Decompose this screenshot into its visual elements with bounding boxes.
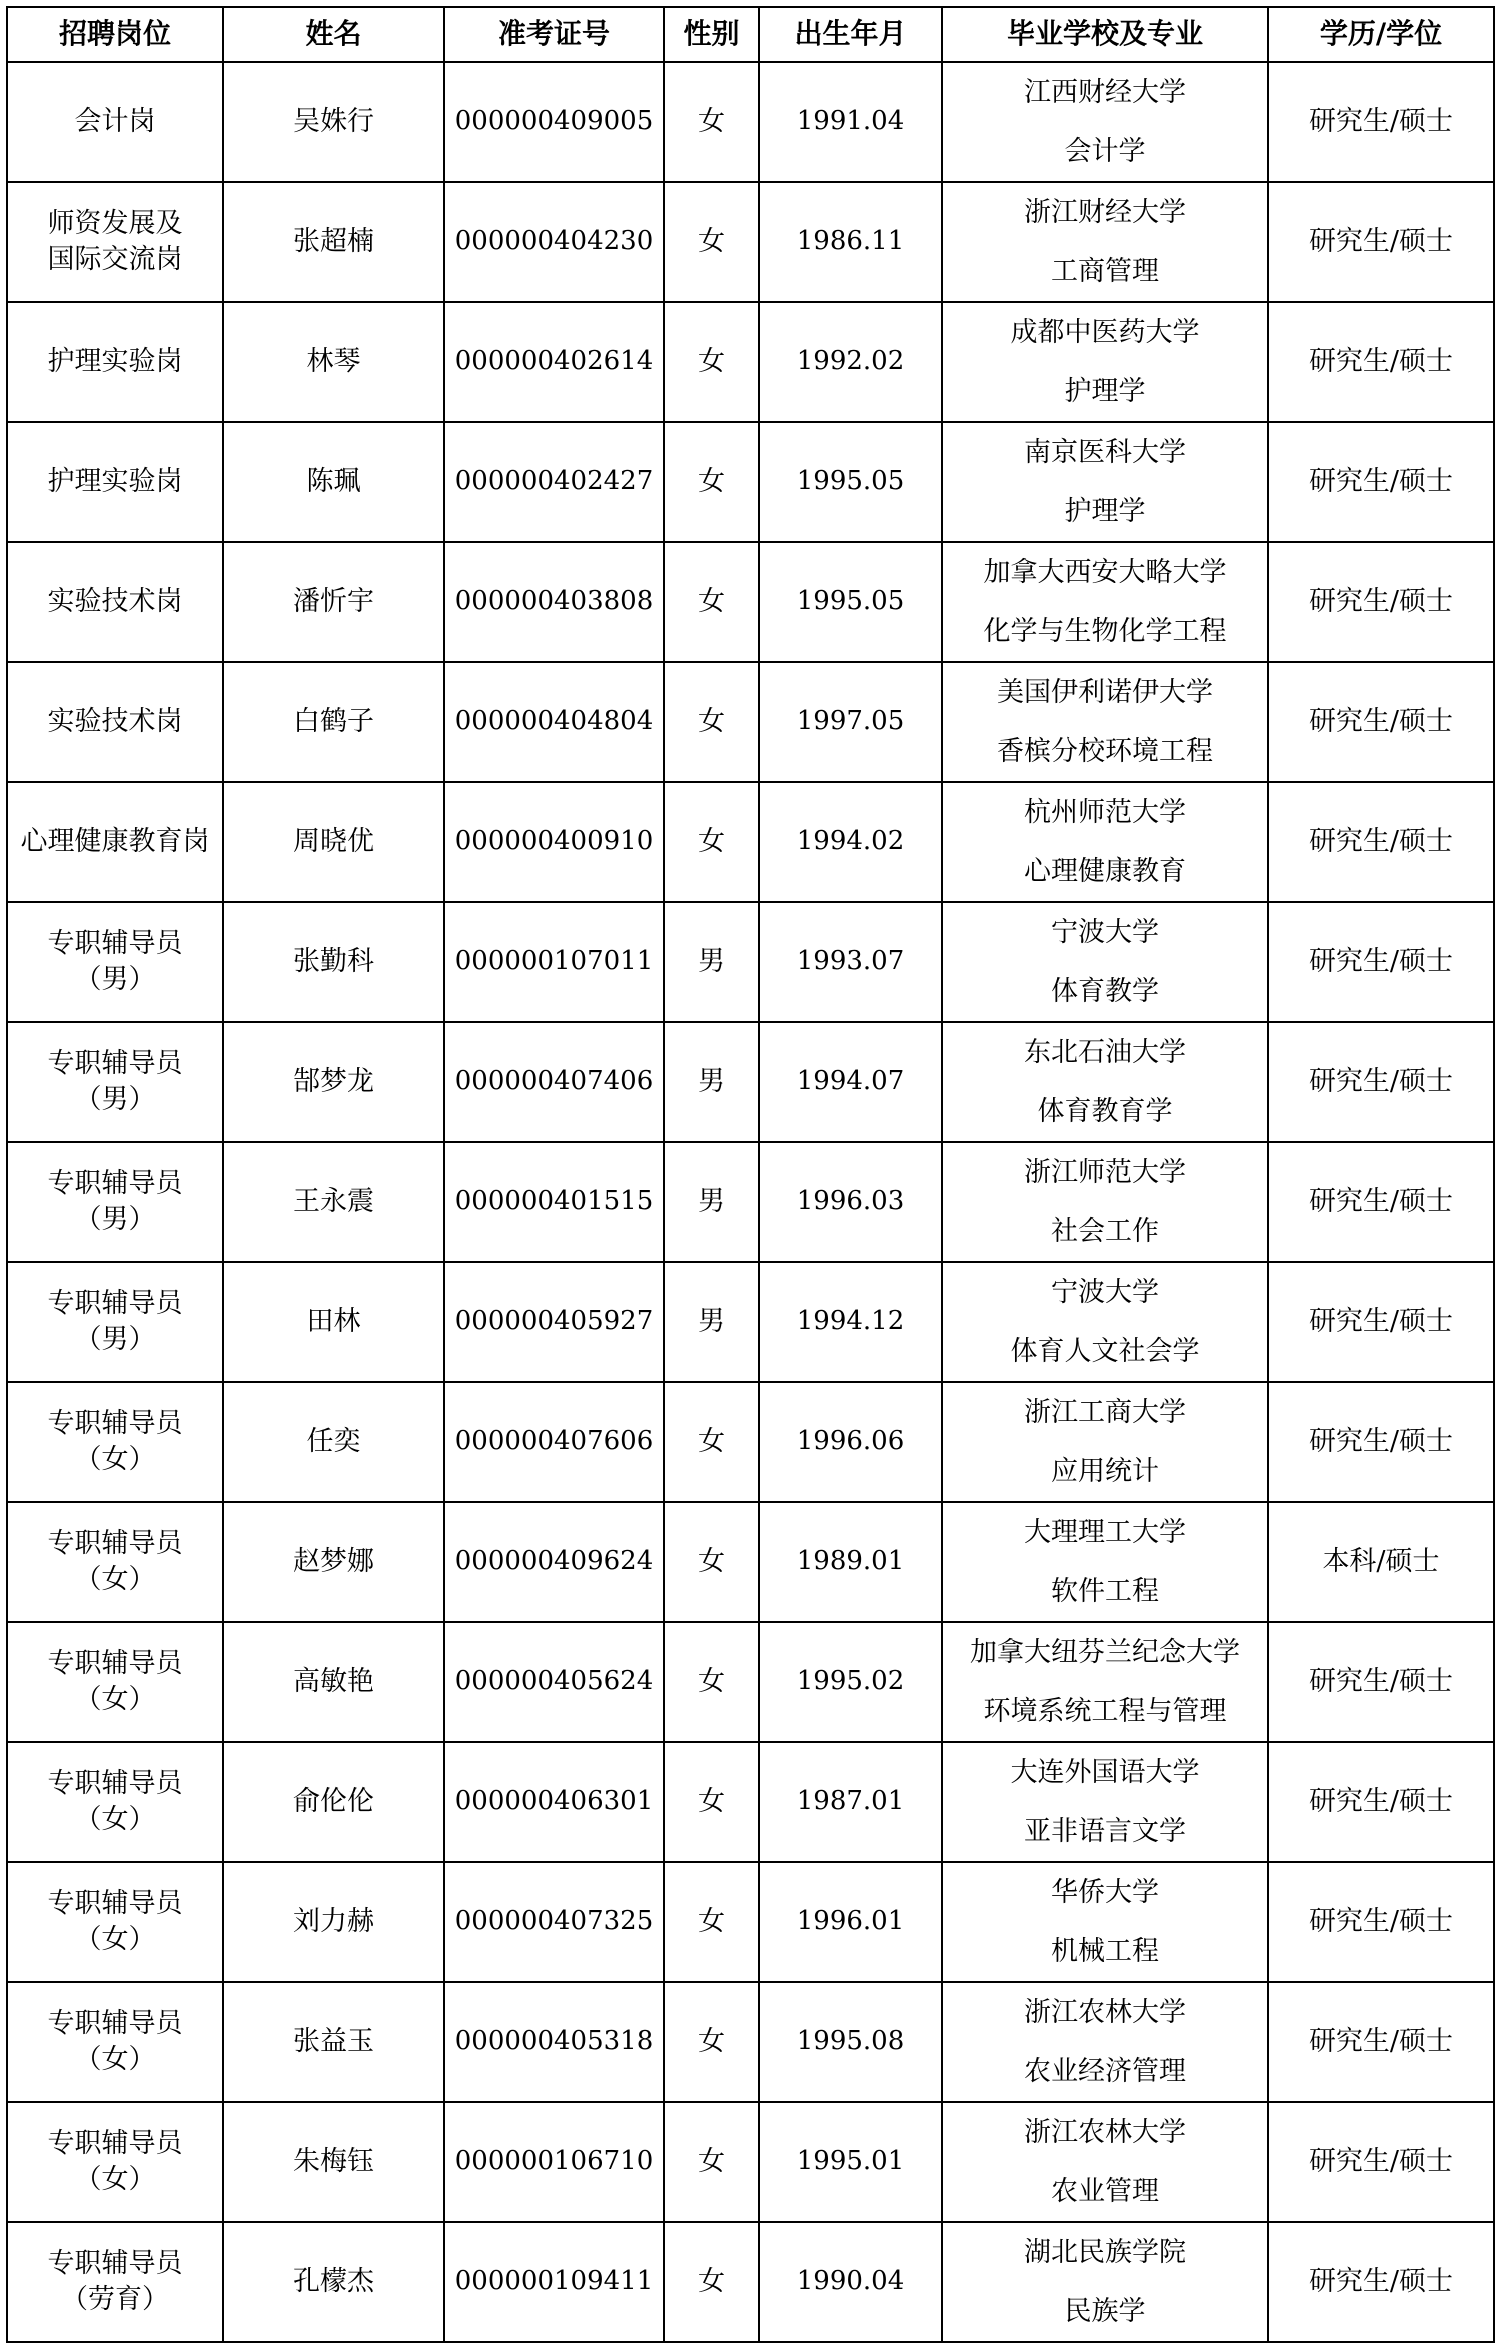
cell-post [7,2102,223,2222]
cell-degree: 研究生/硕士 [1268,1862,1494,1982]
cell-degree: 研究生/硕士 [1268,1382,1494,1502]
cell-birth: 1995.01 [759,2102,942,2222]
school-name: 宁波大学 [1051,1277,1159,1308]
post-line: （女） [74,2164,156,2195]
cell-school [942,2222,1268,2342]
cell-name: 王永震 [223,1142,444,1262]
cell-exam-id: 000000407606 [444,1382,664,1502]
cell-name: 吴姝行 [223,62,444,182]
cell-school [942,422,1268,542]
cell-degree: 研究生/硕士 [1268,62,1494,182]
school-name: 浙江工商大学 [1024,1397,1186,1428]
table-row [7,1862,1494,1982]
post-line: 专职辅导员 [47,2128,183,2159]
cell-school [942,1982,1268,2102]
school-name: 浙江师范大学 [1024,1157,1186,1188]
cell-post [7,1382,223,1502]
cell-school [942,1382,1268,1502]
cell-birth: 1989.01 [759,1502,942,1622]
cell-gender: 女 [664,422,759,542]
cell-exam-id: 000000409005 [444,62,664,182]
school-name: 加拿大西安大略大学 [983,557,1227,588]
post-line: 专职辅导员 [47,1528,183,1559]
cell-degree: 研究生/硕士 [1268,1262,1494,1382]
post-line: 专职辅导员 [47,928,183,959]
cell-birth: 1987.01 [759,1742,942,1862]
cell-exam-id: 000000109411 [444,2222,664,2342]
major-name: 环境系统工程与管理 [983,1696,1227,1727]
cell-gender: 女 [664,2102,759,2222]
post-line: 实验技术岗 [47,706,183,737]
cell-gender: 男 [664,1142,759,1262]
cell-exam-id: 000000106710 [444,2102,664,2222]
cell-birth: 1995.05 [759,542,942,662]
cell-post [7,2222,223,2342]
cell-exam-id: 000000404804 [444,662,664,782]
table-row [7,1622,1494,1742]
major-name: 香槟分校环境工程 [997,736,1213,767]
cell-post [7,902,223,1022]
post-line: 专职辅导员 [47,1648,183,1679]
cell-exam-id: 000000409624 [444,1502,664,1622]
cell-post [7,1862,223,1982]
post-line: 专职辅导员 [47,2248,183,2279]
table-row [7,1262,1494,1382]
cell-post [7,542,223,662]
cell-post [7,1142,223,1262]
school-name: 华侨大学 [1051,1877,1159,1908]
cell-degree: 研究生/硕士 [1268,1742,1494,1862]
school-name: 江西财经大学 [1024,77,1186,108]
post-line: （女） [74,1924,156,1955]
post-line: 专职辅导员 [47,1048,183,1079]
cell-school [942,1142,1268,1262]
school-name: 成都中医药大学 [1010,317,1200,348]
cell-birth: 1995.02 [759,1622,942,1742]
cell-name: 周晓优 [223,782,444,902]
cell-school [942,1022,1268,1142]
cell-birth: 1996.01 [759,1862,942,1982]
cell-degree: 研究生/硕士 [1268,1142,1494,1262]
school-name: 大理理工大学 [1024,1517,1186,1548]
major-name: 化学与生物化学工程 [983,616,1227,647]
cell-exam-id: 000000405927 [444,1262,664,1382]
table-row [7,1382,1494,1502]
header-row [7,7,1494,62]
table-row [7,662,1494,782]
post-line: （女） [74,1684,156,1715]
cell-birth: 1992.02 [759,302,942,422]
cell-degree: 本科/硕士 [1268,1502,1494,1622]
header-gender: 性别 [664,7,759,62]
header-name: 姓名 [223,7,444,62]
major-name: 农业经济管理 [1024,2056,1186,2087]
school-name: 大连外国语大学 [1010,1757,1200,1788]
header-degree: 学历/学位 [1268,7,1494,62]
cell-exam-id: 000000407325 [444,1862,664,1982]
candidate-table [6,6,1495,2343]
post-line: （女） [74,1564,156,1595]
major-name: 护理学 [1064,496,1146,527]
cell-school [942,662,1268,782]
post-line: 国际交流岗 [47,244,183,275]
cell-exam-id: 000000402614 [444,302,664,422]
cell-gender: 女 [664,1622,759,1742]
header-post: 招聘岗位 [7,7,223,62]
post-line: （女） [74,2044,156,2075]
cell-gender: 女 [664,782,759,902]
post-line: 专职辅导员 [47,1408,183,1439]
post-line: 实验技术岗 [47,586,183,617]
cell-degree: 研究生/硕士 [1268,1622,1494,1742]
cell-school [942,2102,1268,2222]
cell-school [942,542,1268,662]
cell-post [7,1742,223,1862]
cell-birth: 1993.07 [759,902,942,1022]
school-name: 美国伊利诺伊大学 [997,677,1213,708]
cell-birth: 1997.05 [759,662,942,782]
cell-degree: 研究生/硕士 [1268,542,1494,662]
cell-post [7,782,223,902]
cell-post [7,1262,223,1382]
major-name: 软件工程 [1051,1576,1159,1607]
table-header [7,7,1494,62]
post-line: 护理实验岗 [47,466,183,497]
post-line: （男） [74,1204,156,1235]
cell-gender: 男 [664,1262,759,1382]
major-name: 亚非语言文学 [1024,1816,1186,1847]
cell-name: 田林 [223,1262,444,1382]
cell-school [942,902,1268,1022]
major-name: 农业管理 [1051,2176,1159,2207]
cell-name: 陈珮 [223,422,444,542]
table-row [7,1022,1494,1142]
cell-name: 刘力赫 [223,1862,444,1982]
post-line: 专职辅导员 [47,1768,183,1799]
table-row [7,2102,1494,2222]
table-row [7,1742,1494,1862]
cell-birth: 1991.04 [759,62,942,182]
cell-school [942,782,1268,902]
cell-degree: 研究生/硕士 [1268,422,1494,542]
cell-post [7,422,223,542]
cell-name: 林琴 [223,302,444,422]
cell-exam-id: 000000404230 [444,182,664,302]
table-row [7,1502,1494,1622]
table-row [7,782,1494,902]
cell-exam-id: 000000400910 [444,782,664,902]
cell-school [942,1262,1268,1382]
school-name: 湖北民族学院 [1024,2237,1186,2268]
cell-school [942,302,1268,422]
post-line: 专职辅导员 [47,1168,183,1199]
school-name: 宁波大学 [1051,917,1159,948]
major-name: 会计学 [1064,136,1146,167]
cell-gender: 女 [664,1502,759,1622]
cell-gender: 女 [664,2222,759,2342]
header-exam-id: 准考证号 [444,7,664,62]
post-line: 师资发展及 [47,208,183,239]
school-name: 浙江农林大学 [1024,1997,1186,2028]
major-name: 体育人文社会学 [1010,1336,1200,1367]
major-name: 应用统计 [1051,1456,1159,1487]
table-row [7,902,1494,1022]
cell-birth: 1990.04 [759,2222,942,2342]
school-name: 浙江财经大学 [1024,197,1186,228]
cell-name: 郜梦龙 [223,1022,444,1142]
cell-post [7,1982,223,2102]
major-name: 民族学 [1064,2296,1146,2327]
cell-degree: 研究生/硕士 [1268,902,1494,1022]
cell-exam-id: 000000402427 [444,422,664,542]
major-name: 心理健康教育 [1024,856,1186,887]
major-name: 护理学 [1064,376,1146,407]
cell-degree: 研究生/硕士 [1268,662,1494,782]
major-name: 体育教育学 [1037,1096,1173,1127]
table-row [7,182,1494,302]
post-line: 护理实验岗 [47,346,183,377]
cell-post [7,1622,223,1742]
cell-exam-id: 000000405624 [444,1622,664,1742]
cell-degree: 研究生/硕士 [1268,2222,1494,2342]
cell-exam-id: 000000405318 [444,1982,664,2102]
table-row [7,302,1494,422]
major-name: 机械工程 [1051,1936,1159,1967]
cell-post [7,62,223,182]
cell-name: 俞伦伦 [223,1742,444,1862]
cell-post [7,1022,223,1142]
cell-post [7,1502,223,1622]
header-birth: 出生年月 [759,7,942,62]
cell-name: 赵梦娜 [223,1502,444,1622]
cell-name: 任奕 [223,1382,444,1502]
post-line: （女） [74,1444,156,1475]
cell-gender: 女 [664,1382,759,1502]
cell-name: 张益玉 [223,1982,444,2102]
cell-birth: 1996.03 [759,1142,942,1262]
table-row [7,422,1494,542]
cell-birth: 1994.12 [759,1262,942,1382]
post-line: 专职辅导员 [47,1288,183,1319]
cell-gender: 女 [664,62,759,182]
cell-exam-id: 000000407406 [444,1022,664,1142]
school-name: 南京医科大学 [1024,437,1186,468]
cell-degree: 研究生/硕士 [1268,782,1494,902]
post-line: （男） [74,1324,156,1355]
cell-name: 白鹤子 [223,662,444,782]
cell-birth: 1986.11 [759,182,942,302]
cell-name: 孔檬杰 [223,2222,444,2342]
cell-birth: 1996.06 [759,1382,942,1502]
school-name: 杭州师范大学 [1024,797,1186,828]
school-name: 加拿大纽芬兰纪念大学 [970,1637,1240,1668]
cell-name: 张勤科 [223,902,444,1022]
table-row [7,542,1494,662]
cell-school [942,1622,1268,1742]
post-line: （男） [74,964,156,995]
major-name: 工商管理 [1051,256,1159,287]
cell-gender: 女 [664,302,759,422]
cell-school [942,182,1268,302]
cell-birth: 1995.05 [759,422,942,542]
cell-degree: 研究生/硕士 [1268,182,1494,302]
cell-post [7,302,223,422]
major-name: 体育教学 [1051,976,1159,1007]
cell-name: 张超楠 [223,182,444,302]
cell-gender: 女 [664,1982,759,2102]
table-row [7,2222,1494,2342]
cell-degree: 研究生/硕士 [1268,1022,1494,1142]
cell-gender: 女 [664,662,759,782]
cell-name: 朱梅钰 [223,2102,444,2222]
cell-degree: 研究生/硕士 [1268,1982,1494,2102]
post-line: （劳育） [61,2284,169,2315]
cell-post [7,182,223,302]
cell-exam-id: 000000107011 [444,902,664,1022]
cell-name: 高敏艳 [223,1622,444,1742]
post-line: 会计岗 [74,106,156,137]
cell-school [942,1502,1268,1622]
cell-exam-id: 000000401515 [444,1142,664,1262]
cell-name: 潘忻宇 [223,542,444,662]
post-line: （男） [74,1084,156,1115]
cell-school [942,62,1268,182]
cell-gender: 男 [664,902,759,1022]
post-line: （女） [74,1804,156,1835]
table-row [7,1982,1494,2102]
cell-exam-id: 000000403808 [444,542,664,662]
cell-gender: 女 [664,1742,759,1862]
cell-exam-id: 000000406301 [444,1742,664,1862]
post-line: 心理健康教育岗 [20,826,210,857]
table-row [7,62,1494,182]
cell-degree: 研究生/硕士 [1268,2102,1494,2222]
table-body [7,62,1494,2342]
cell-gender: 女 [664,1862,759,1982]
cell-degree: 研究生/硕士 [1268,302,1494,422]
major-name: 社会工作 [1051,1216,1159,1247]
cell-birth: 1994.07 [759,1022,942,1142]
table-row [7,1142,1494,1262]
cell-birth: 1995.08 [759,1982,942,2102]
cell-gender: 女 [664,182,759,302]
post-line: 专职辅导员 [47,1888,183,1919]
post-line: 专职辅导员 [47,2008,183,2039]
header-school: 毕业学校及专业 [942,7,1268,62]
school-name: 东北石油大学 [1024,1037,1186,1068]
school-name: 浙江农林大学 [1024,2117,1186,2148]
cell-birth: 1994.02 [759,782,942,902]
cell-school [942,1742,1268,1862]
cell-school [942,1862,1268,1982]
cell-gender: 女 [664,542,759,662]
cell-gender: 男 [664,1022,759,1142]
cell-post [7,662,223,782]
